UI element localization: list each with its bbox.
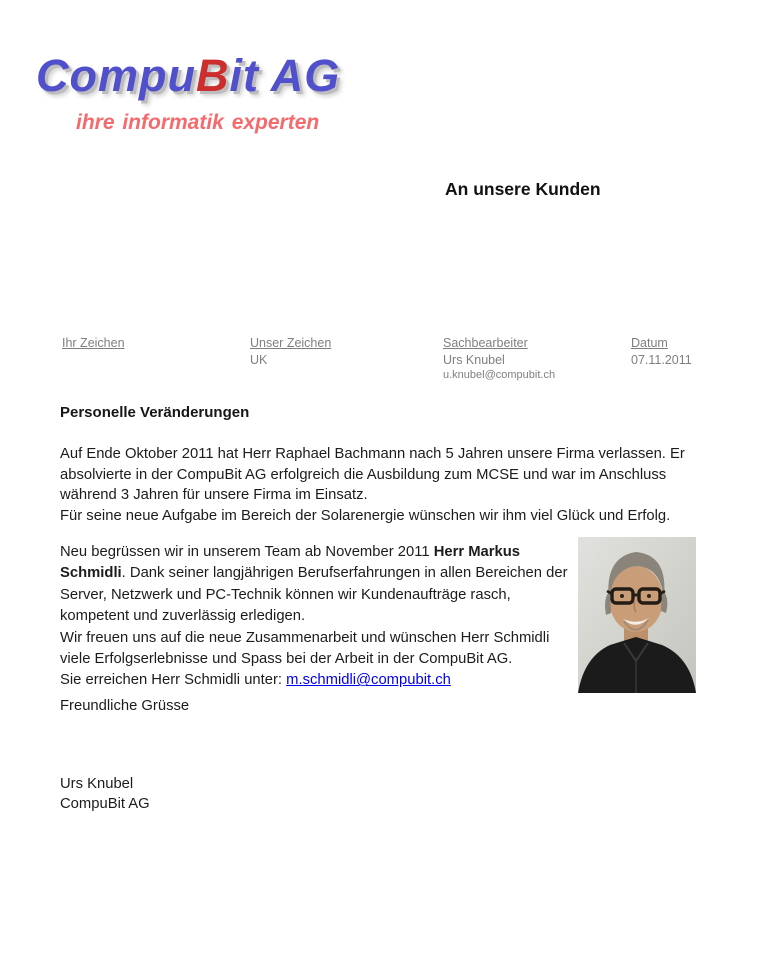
portrait-photo (578, 537, 696, 693)
ref-col-unser-zeichen (250, 335, 331, 368)
paragraph-line: viele Erfolgserlebnisse und Spass bei der Arbeit in der CompuBit AG. (60, 651, 513, 668)
ref-col-sachbearbeiter (443, 335, 555, 382)
paragraph-line: absolvierte in der CompuBit AG erfolgreich die Ausbildung zum MCSE und war im Anschluss (60, 466, 667, 483)
paragraph-line: während 3 Jahren für unsere Firma im Einsatz. (60, 487, 368, 503)
paragraph-line: Für seine neue Aufgabe im Bereich der Solarenergie wünschen wir ihm viel Glück und Erfolg. (60, 507, 671, 524)
ref-label: Sachbearbeiter (443, 336, 528, 350)
bold-name: Herr Markus (433, 544, 521, 560)
paragraph-text: Neu begrüssen wir in unserem Team ab November 2011 (60, 544, 434, 560)
logo-text-b: B (195, 50, 230, 101)
signature-company: CompuBit AG (60, 796, 150, 812)
closing-line: Freundliche Grüsse (60, 698, 190, 714)
ref-value: Urs Knubel (443, 353, 505, 367)
ref-value: 07.11.2011 (631, 353, 692, 367)
ref-label: Ihr Zeichen (62, 336, 125, 350)
ref-label: Unser Zeichen (250, 336, 332, 350)
recipient-line: An unsere Kunden (445, 179, 601, 199)
logo-tagline: ihre informatik experten (76, 111, 320, 134)
email-link[interactable]: m.schmidli@compubit.ch (286, 672, 451, 689)
ref-value: UK (250, 353, 268, 367)
ref-label: Datum (631, 336, 668, 350)
paragraph-line (60, 563, 568, 584)
paragraph-departure (60, 444, 685, 526)
paragraph-new-employee (60, 542, 568, 692)
paragraph-line: Server, Netzwerk und PC-Technik können wir Kundenaufträge rasch, (60, 586, 511, 603)
paragraph-line (60, 542, 568, 563)
paragraph-line (60, 670, 568, 691)
paragraph-line: kompetent und zuverlässig erledigen. (60, 608, 306, 625)
signature-name: Urs Knubel (60, 776, 134, 792)
subject-heading: Personelle Veränderungen (60, 404, 250, 421)
paragraph-line: Wir freuen uns auf die neue Zusammenarbeit und wünschen Herr Schmidli (60, 629, 550, 646)
paragraph-text: . Dank seiner langjährigen Berufserfahrungen in allen Bereichen der (121, 565, 568, 582)
logo-text-it-ag: it AG (229, 50, 341, 101)
logo-text-compu: Compu (36, 50, 196, 101)
company-logo (36, 50, 340, 102)
bold-name: Schmidli (60, 565, 122, 582)
ref-col-ihr-zeichen (62, 335, 125, 352)
paragraph-line: Auf Ende Oktober 2011 hat Herr Raphael Bachmann nach 5 Jahren unsere Firma verlassen. Er (60, 446, 685, 462)
ref-col-datum (631, 335, 692, 368)
paragraph-text: Sie erreichen Herr Schmidli unter: (60, 672, 287, 689)
ref-email: u.knubel@compubit.ch (443, 369, 556, 381)
